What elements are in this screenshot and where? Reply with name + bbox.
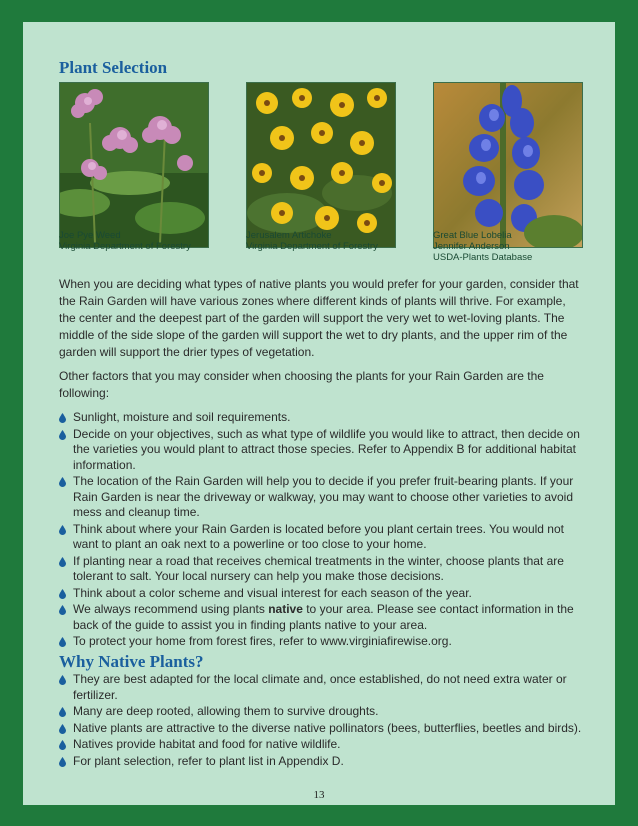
drop-bullet-icon — [59, 525, 66, 535]
photo-title: Jerusalem Artichoke — [246, 230, 332, 241]
list-item: Think about where your Rain Garden is located before you plant certain trees. You would not want to plant an oak next to a powerline or too close to your home. — [59, 522, 584, 553]
list-item: Think about a color scheme and visual interest for each season of the year. — [59, 586, 584, 602]
plant-selection-heading: Plant Selection — [59, 58, 168, 77]
factors-list — [59, 410, 584, 651]
drop-bullet-icon — [59, 605, 66, 615]
drop-bullet-icon — [59, 724, 66, 734]
photo-credit-source: USDA-Plants Database — [433, 252, 533, 263]
list-item: The location of the Rain Garden will help you to decide if you prefer fruit-bearing plants. If your Rain Garden is near the driveway or walkway, you may want to choose other varieties to avoid mess and cleanup time. — [59, 474, 584, 521]
list-item: Decide on your objectives, such as what type of wildlife you would like to attract, then decide on the varieties you would plant to attract those species. Refer to Appendix B for additional habitat information. — [59, 427, 584, 474]
drop-bullet-icon — [59, 413, 66, 423]
factors-intro: Other factors that you may consider when choosing the plants for your Rain Garden are the following: — [59, 369, 544, 400]
intro-paragraph: When you are deciding what types of native plants you would prefer for your garden, consider that the Rain Garden will have various zones where different kinds of plants will thrive. For example, the center and the deepest part of the garden will support the very wet to wet-loving plants. The middle of the side slope of the garden will support the wet to dry plants, and the upper rim of the garden will support the drier types of vegetation. — [59, 277, 579, 359]
drop-bullet-icon — [59, 430, 66, 440]
list-item: For plant selection, refer to plant list in Appendix D. — [59, 754, 584, 770]
list-item: If planting near a road that receives chemical treatments in the winter, choose plants that are tolerant to salt. Your local nursery can help you make those decisions. — [59, 554, 584, 585]
list-item: Many are deep rooted, allowing them to survive droughts. — [59, 704, 584, 720]
list-item — [59, 634, 584, 650]
list-item: They are best adapted for the local climate and, once established, do not need extra water or fertilizer. — [59, 672, 584, 703]
drop-bullet-icon — [59, 757, 66, 767]
drop-bullet-icon — [59, 675, 66, 685]
photo-title: Great Blue Lobelia — [433, 230, 512, 241]
great-blue-lobelia-photo — [433, 82, 583, 248]
why-native-list — [59, 672, 584, 770]
photo-title: Joe Pye Weed — [59, 230, 121, 241]
list-item: Sunlight, moisture and soil requirements. — [59, 410, 584, 426]
firewise-text: To protect your home from forest fires, refer to www.virginiafirewise.org. — [73, 634, 452, 648]
page-number: 13 — [313, 789, 325, 801]
drop-bullet-icon — [59, 740, 66, 750]
photo-credit: Jennifer Anderson — [433, 241, 510, 252]
list-item: Native plants are attractive to the diverse native pollinators (bees, butterflies, beetles and birds). — [59, 721, 584, 737]
drop-bullet-icon — [59, 477, 66, 487]
list-item: We always recommend using plants native to your area. Please see contact information in the back of the guide to assist you in finding plants native to your area. — [59, 602, 584, 633]
drop-bullet-icon — [59, 557, 66, 567]
page — [23, 22, 615, 805]
drop-bullet-icon — [59, 637, 66, 647]
why-native-heading: Why Native Plants? — [59, 652, 204, 671]
native-emphasis: native — [268, 602, 303, 616]
joe-pye-weed-photo — [59, 82, 209, 248]
jerusalem-artichoke-caption — [246, 230, 378, 252]
photo-credit: Virginia Department of Forestry — [59, 241, 191, 252]
photo-credit: Virginia Department of Forestry — [246, 241, 378, 252]
drop-bullet-icon — [59, 589, 66, 599]
list-item: Natives provide habitat and food for native wildlife. — [59, 737, 584, 753]
great-blue-lobelia-caption — [433, 230, 532, 263]
joe-pye-weed-caption — [59, 230, 191, 252]
jerusalem-artichoke-photo — [246, 82, 396, 248]
drop-bullet-icon — [59, 707, 66, 717]
